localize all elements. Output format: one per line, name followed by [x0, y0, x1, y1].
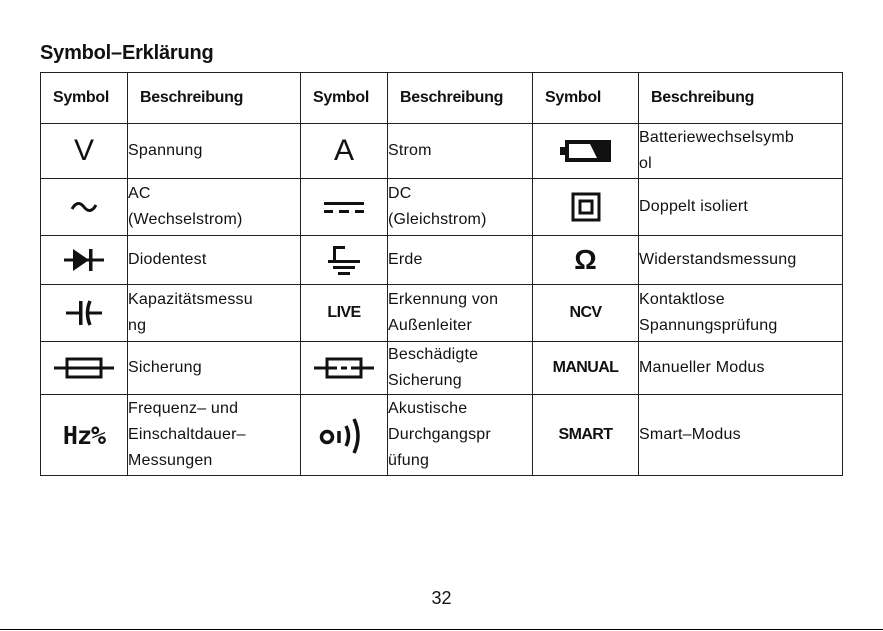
- description-cell: Sicherung: [128, 342, 301, 395]
- manual-symbol: MANUAL: [552, 359, 619, 376]
- dc-icon: [324, 199, 364, 215]
- description-cell: Kapazitätsmessu ng: [128, 285, 301, 342]
- battery-icon: [560, 139, 612, 163]
- description-cell: Diodentest: [128, 236, 301, 285]
- ohm-symbol: Ω: [574, 244, 597, 275]
- fuse-icon: [54, 357, 114, 379]
- column-header: Symbol: [301, 73, 388, 124]
- ground-icon: [327, 244, 361, 276]
- ncv-symbol: NCV: [569, 304, 602, 321]
- description-cell: Erkennung von Außenleiter: [388, 285, 533, 342]
- capacitor-icon: [66, 299, 102, 327]
- page-number: 32: [431, 588, 452, 608]
- table-row: [41, 236, 843, 285]
- live-symbol: LIVE: [327, 304, 361, 321]
- table-row: [41, 124, 843, 179]
- broken-fuse-icon: [314, 357, 374, 379]
- page-title: Symbol–Erklärung: [40, 42, 214, 64]
- footer-divider: [0, 629, 883, 630]
- description-cell: Widerstandsmessung: [639, 236, 843, 285]
- diode-icon: [64, 247, 104, 273]
- description-cell: Smart–Modus: [639, 395, 843, 476]
- description-cell: Spannung: [128, 124, 301, 179]
- description-cell: Akustische Durchgangspr üfung: [388, 395, 533, 476]
- current-symbol: A: [333, 134, 354, 167]
- column-header: Symbol: [41, 73, 128, 124]
- symbol-table: [40, 72, 843, 476]
- table-row: [41, 395, 843, 476]
- description-cell: Erde: [388, 236, 533, 285]
- ac-icon: [70, 200, 98, 214]
- double-insulated-icon: [571, 192, 601, 222]
- table-header-row: [41, 73, 843, 124]
- description-cell: DC (Gleichstrom): [388, 179, 533, 236]
- column-header: Beschreibung: [639, 73, 843, 124]
- frequency-duty-symbol: Hz%: [62, 420, 106, 450]
- smart-symbol: SMART: [558, 426, 613, 443]
- description-cell: Batteriewechselsymb ol: [639, 124, 843, 179]
- column-header: Beschreibung: [128, 73, 301, 124]
- description-cell: Frequenz– und Einschaltdauer– Messungen: [128, 395, 301, 476]
- description-cell: Beschädigte Sicherung: [388, 342, 533, 395]
- description-cell: Doppelt isoliert: [639, 179, 843, 236]
- description-cell: AC (Wechselstrom): [128, 179, 301, 236]
- buzzer-icon: [318, 415, 370, 455]
- table-row: [41, 285, 843, 342]
- column-header: Symbol: [533, 73, 639, 124]
- table-row: [41, 179, 843, 236]
- voltage-symbol: V: [73, 134, 94, 167]
- description-cell: Kontaktlose Spannungsprüfung: [639, 285, 843, 342]
- table-row: [41, 342, 843, 395]
- description-cell: Strom: [388, 124, 533, 179]
- description-cell: Manueller Modus: [639, 342, 843, 395]
- column-header: Beschreibung: [388, 73, 533, 124]
